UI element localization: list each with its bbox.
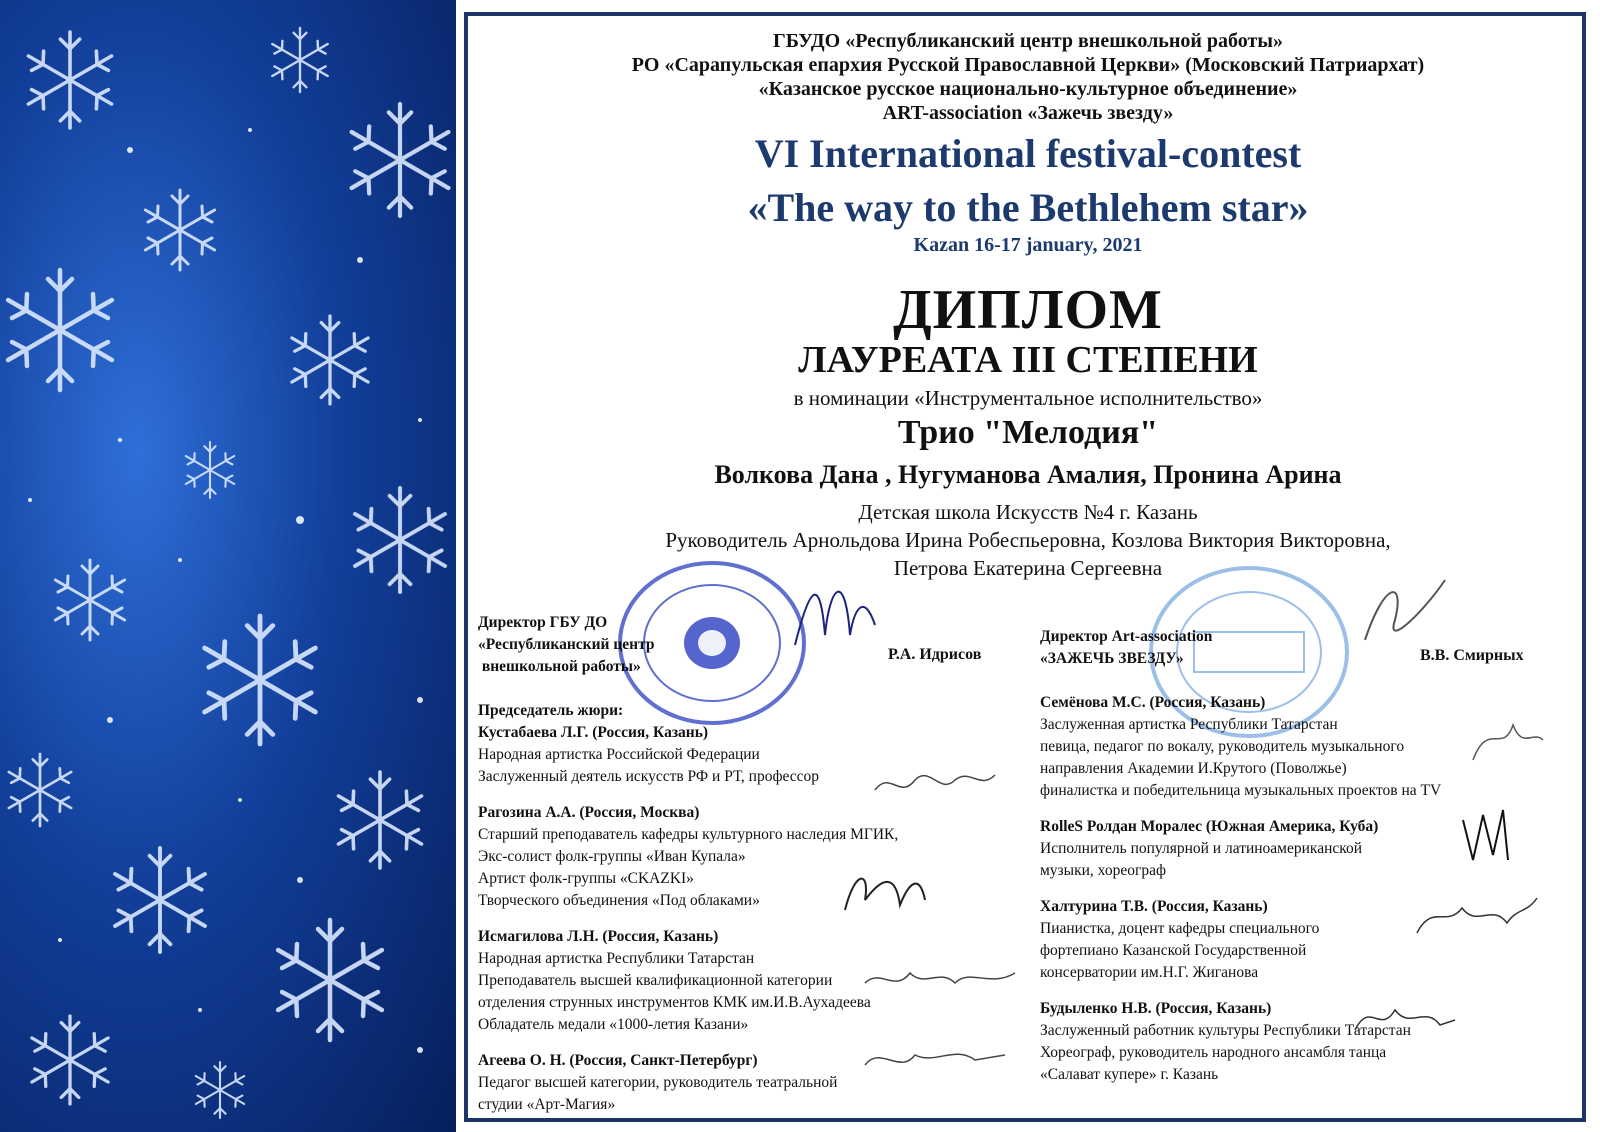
jury-member-title: Старший преподаватель кафедры культурного наследия МГИК,	[478, 826, 899, 843]
organizer-line-3: «Казанское русское национально-культурное объединение»	[758, 78, 1298, 100]
jury-member-title: музыки, хореограф	[1040, 862, 1166, 879]
jury-member-title: Народная артистка Российской Федерации	[478, 746, 760, 763]
jury-member-title: фортепиано Казанской Государственной	[1040, 942, 1307, 959]
director-left-line: внешкольной работы»	[478, 658, 641, 675]
jury-member-title: Творческого объединения «Под облаками»	[478, 892, 760, 909]
jury-member-name: Будыленко Н.В. (Россия, Казань)	[1040, 1000, 1272, 1017]
director-right	[1040, 626, 1212, 670]
jury-chair-label: Председатель жюри:	[478, 702, 624, 719]
director-left-name: Р.А. Идрисов	[888, 646, 982, 663]
signature-ismagilova	[860, 958, 1020, 998]
organizer-line-1: ГБУДО «Республиканский центр внешкольной работы»	[773, 30, 1283, 52]
signature-budylenko	[1350, 990, 1460, 1050]
festival-title-line-2: «The way to the Bethlehem star»	[747, 185, 1309, 230]
jury-member-name: Халтурина Т.В. (Россия, Казань)	[1040, 898, 1268, 915]
jury-member-title: Артист фолк-группы «CKAZKI»	[478, 870, 694, 887]
jury-member-name: Исмагилова Л.Н. (Россия, Казань)	[478, 928, 719, 945]
nomination: в номинации «Инструментальное исполнительство»	[793, 386, 1263, 410]
jury-member-title: Обладатель медали «1000-летия Казани»	[478, 1016, 749, 1033]
school: Детская школа Искусств №4 г. Казань	[858, 500, 1198, 524]
signature-rolles	[1458, 800, 1518, 870]
jury-member-title: финалистка и победительница музыкальных проектов на TV	[1040, 782, 1442, 799]
signature-idrisov	[790, 565, 880, 665]
signature-ragozina	[840, 860, 930, 920]
organizer-line-4: ART-association «Зажечь звезду»	[882, 102, 1174, 124]
jury-member-title: Педагог высшей категории, руководитель театральной	[478, 1074, 838, 1091]
festival-date: Kazan 16-17 january, 2021	[913, 234, 1143, 256]
director-right-line: Директор Art-association	[1040, 628, 1213, 645]
leaders-line-1: Руководитель Арнольдова Ирина Робеспьеровна, Козлова Виктория Викторовна,	[665, 528, 1391, 552]
jury-member-title: консерватории им.Н.Г. Жиганова	[1040, 964, 1259, 981]
festival-title-line-1: VI International festival-contest	[754, 131, 1302, 176]
director-right-line: «ЗАЖЕЧЬ ЗВЕЗДУ»	[1040, 650, 1184, 667]
jury-member-name: Семёнова М.С. (Россия, Казань)	[1040, 694, 1266, 711]
jury-member-name: Рагозина А.А. (Россия, Москва)	[478, 804, 700, 821]
signature-kustabaeva	[870, 760, 1000, 810]
participants: Волкова Дана , Нугуманова Амалия, Пронина Арина	[714, 460, 1342, 489]
jury-member-title: Заслуженный работник культуры Республики Татарстан	[1040, 1022, 1411, 1039]
signature-semenova	[1468, 710, 1548, 770]
jury-member-title: студии «Арт-Магия»	[478, 1096, 616, 1113]
organizer-line-2: РО «Сарапульская епархия Русской Православной Церкви» (Московский Патриархат)	[631, 54, 1425, 76]
jury-member-title: «Салават купере» г. Казань	[1040, 1066, 1219, 1083]
jury-member-title: Экс-солист фолк-группы «Иван Купала»	[478, 848, 746, 865]
director-right-name: В.В. Смирных	[1420, 647, 1524, 664]
leaders-line-2: Петрова Екатерина Сергеевна	[893, 556, 1163, 580]
jury-left-column	[478, 700, 898, 1116]
diploma-title: ДИПЛОМ	[893, 279, 1163, 341]
jury-member-title: Исполнитель популярной и латиноамериканской	[1040, 840, 1363, 857]
jury-member-title: певица, педагог по вокалу, руководитель музыкального	[1040, 738, 1405, 755]
ensemble-name: Трио "Мелодия"	[897, 414, 1159, 451]
signature-ageeva	[860, 1040, 1010, 1080]
jury-member-name: RolleS Ролдан Моралес (Южная Америка, Куба)	[1040, 818, 1379, 835]
jury-member-title: Заслуженная артистка Республики Татарстан	[1040, 716, 1338, 733]
jury-member-title: направления Академии И.Крутого (Поволжье)	[1040, 760, 1347, 777]
jury-member-title: отделения струнных инструментов КМК им.И.В.Аухадеева	[478, 994, 871, 1011]
jury-member-title: Хореограф, руководитель народного ансамбля танца	[1040, 1044, 1387, 1061]
jury-member-title: Преподаватель высшей квалификационной категории	[478, 972, 833, 989]
signature-khalturina	[1412, 888, 1542, 948]
jury-member-name: Кустабаева Л.Г. (Россия, Казань)	[478, 724, 709, 741]
jury-member-title: Народная артистка Республики Татарстан	[478, 950, 755, 967]
director-left-line: «Республиканский центр	[478, 636, 655, 653]
director-left-line: Директор ГБУ ДО	[478, 614, 608, 631]
diploma-degree: ЛАУРЕАТА III СТЕПЕНИ	[798, 339, 1258, 381]
jury-member-title: Заслуженный деятель искусств РФ и РТ, профессор	[478, 768, 820, 785]
director-left	[478, 612, 655, 678]
jury-member-name: Агеева О. Н. (Россия, Санкт-Петербург)	[478, 1052, 758, 1069]
jury-member-title: Пианистка, доцент кафедры специального	[1040, 920, 1320, 937]
